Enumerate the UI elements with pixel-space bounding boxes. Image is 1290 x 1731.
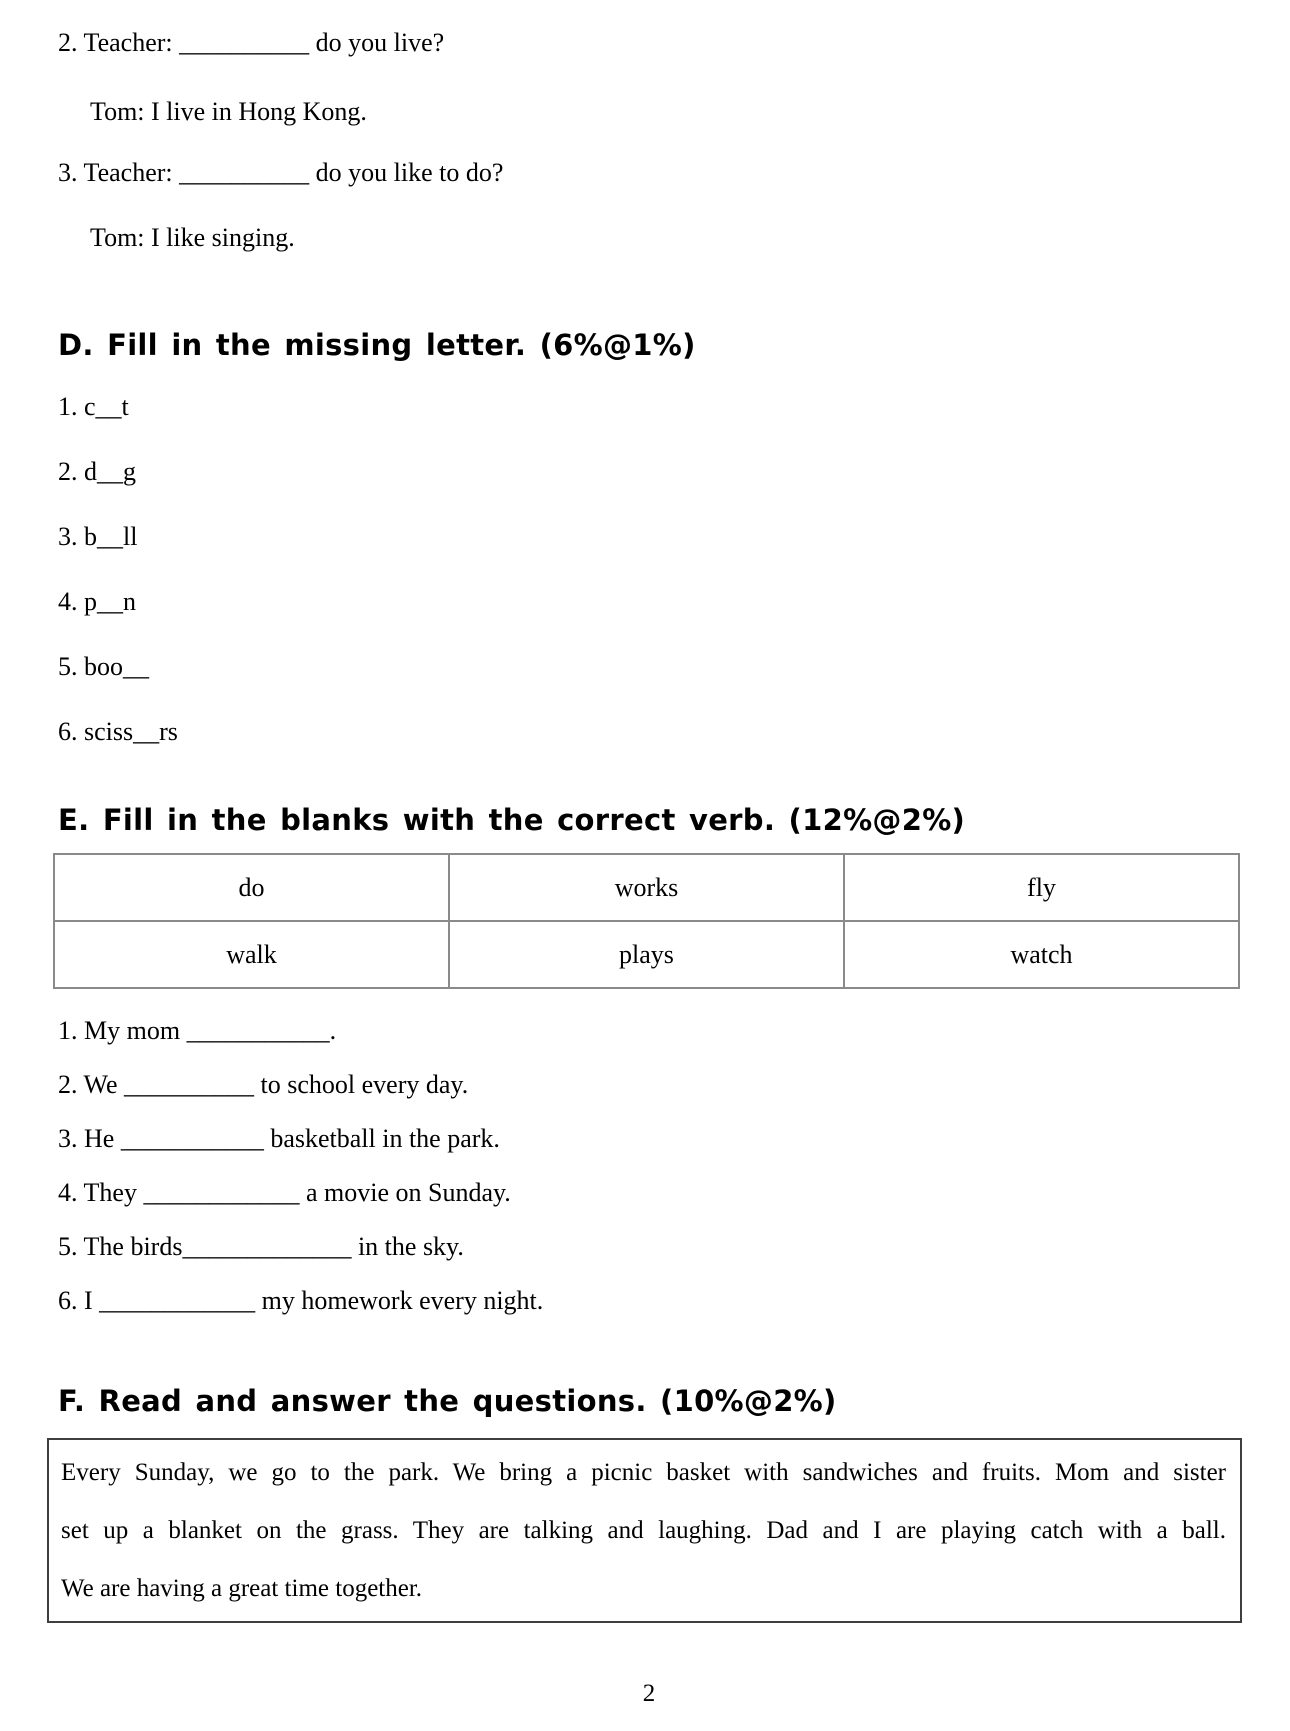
section-e-heading: E. Fill in the blanks with the correct verb. (12%@2%) (58, 803, 966, 837)
reading-passage-box (47, 1438, 1242, 1623)
section-e-item-2: 2. We __________ to school every day. (58, 1070, 469, 1099)
word-bank-cell: plays (449, 921, 844, 988)
word-bank-row (54, 854, 1239, 921)
word-bank-cell: do (54, 854, 449, 921)
word-bank-cell: fly (844, 854, 1239, 921)
section-e-item-6: 6. I ____________ my homework every night. (58, 1286, 544, 1315)
word-bank-cell: works (449, 854, 844, 921)
dialogue-answer-3: Tom: I like singing. (90, 223, 295, 252)
section-e-item-4: 4. They ____________ a movie on Sunday. (58, 1178, 511, 1207)
section-d-item-3: 3. b__ll (58, 522, 138, 551)
section-e-item-1: 1. My mom ___________. (58, 1016, 337, 1045)
dialogue-question-2: 2. Teacher: __________ do you live? (58, 28, 445, 57)
dialogue-question-3: 3. Teacher: __________ do you like to do? (58, 158, 504, 187)
word-bank-table (53, 853, 1240, 989)
word-bank-cell: watch (844, 921, 1239, 988)
passage-line-2: set up a blanket on the grass. They are talking and laughing. Dad and I are playing catch with a ball. (61, 1517, 1226, 1544)
section-d-item-6: 6. sciss__rs (58, 717, 178, 746)
section-d-item-5: 5. boo__ (58, 652, 149, 681)
passage-line-3: We are having a great time together. (61, 1575, 423, 1602)
section-e-item-5: 5. The birds_____________ in the sky. (58, 1232, 464, 1261)
page-number: 2 (642, 1680, 656, 1707)
section-d-item-1: 1. c__t (58, 392, 129, 421)
section-f-heading: F. Read and answer the questions. (10%@2%) (58, 1384, 837, 1418)
dialogue-answer-2: Tom: I live in Hong Kong. (90, 97, 367, 126)
word-bank-cell: walk (54, 921, 449, 988)
word-bank-row (54, 921, 1239, 988)
section-d-item-4: 4. p__n (58, 587, 136, 616)
section-d-item-2: 2. d__g (58, 457, 136, 486)
section-d-heading: D. Fill in the missing letter. (6%@1%) (58, 328, 696, 362)
section-e-item-3: 3. He ___________ basketball in the park. (58, 1124, 500, 1153)
passage-line-1: Every Sunday, we go to the park. We bring a picnic basket with sandwiches and fruits. Mom and sister (61, 1459, 1226, 1486)
